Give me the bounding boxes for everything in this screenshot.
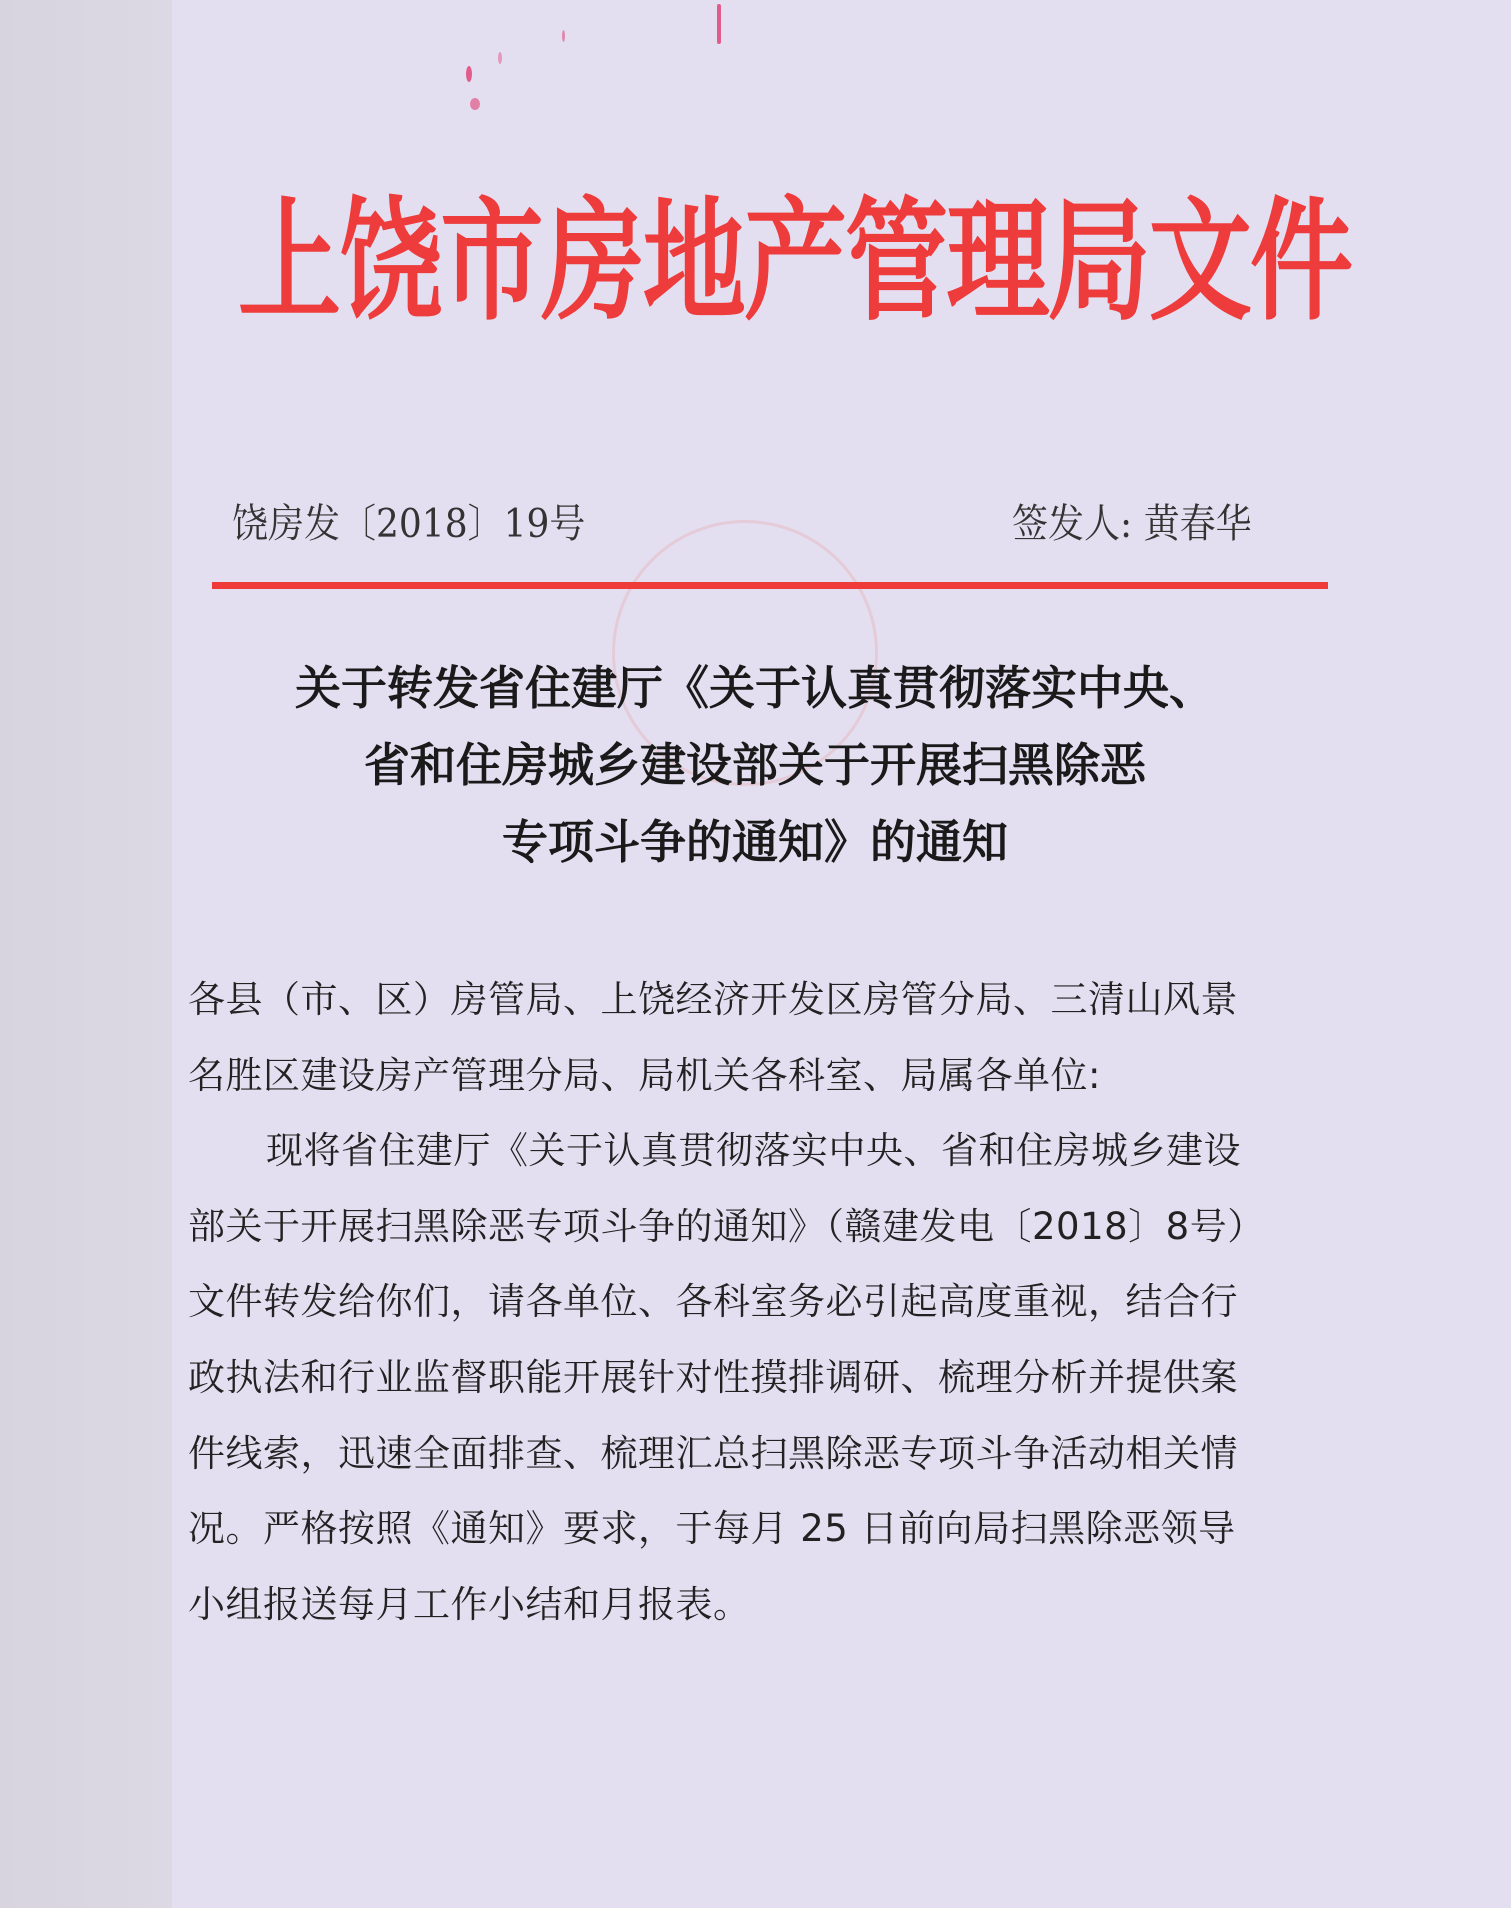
issuer [1012, 498, 1252, 553]
red-divider-rule [212, 582, 1328, 589]
body-line-addressees: 各县（市、区）房管局、上饶经济开发区房管分局、三清山风景 [188, 978, 1238, 1021]
ink-stain [470, 98, 480, 110]
issuer-label: 签发人: [1012, 501, 1133, 547]
body-line: 政执法和行业监督职能开展针对性摸排调研、梳理分析并提供案 [188, 1355, 1238, 1399]
body-line: 现将省住建厅《关于认真贯彻落实中央、省和住房城乡建设 [266, 1129, 1241, 1173]
ink-stain [466, 66, 472, 82]
ink-stain [717, 4, 721, 44]
document-title [180, 650, 1330, 881]
body-line: 件线索，迅速全面排查、梳理汇总扫黑除恶专项斗争活动相关情 [188, 1431, 1238, 1475]
document-number: 饶房发〔2018〕19号 [232, 501, 586, 547]
issuer-name: 黄春华 [1143, 501, 1252, 547]
body-line: 文件转发给你们，请各单位、各科室务必引起高度重视，结合行 [188, 1280, 1238, 1324]
title-line: 关于转发省住建厅《关于认真贯彻落实中央、 [295, 661, 1215, 715]
scan-margin-strip [0, 0, 173, 1908]
ink-stain [498, 52, 502, 64]
document-masthead: 上饶市房地产管理局文件 [238, 184, 1352, 340]
body-line: 况。严格按照《通知》要求，于每月 25 日前向局扫黑除恶领导 [188, 1507, 1236, 1551]
title-line: 专项斗争的通知》的通知 [502, 815, 1008, 869]
ink-stain [562, 30, 565, 42]
body-line: 小组报送每月工作小结和月报表。 [188, 1582, 751, 1626]
body-line: 部关于开展扫黑除恶专项斗争的通知》（赣建发电〔2018〕8号） [188, 1204, 1265, 1248]
title-line: 省和住房城乡建设部关于开展扫黑除恶 [364, 738, 1146, 792]
body-line-addressees: 名胜区建设房产管理分局、局机关各科室、局属各单位: [188, 1053, 1101, 1097]
document-body [188, 962, 1308, 1642]
